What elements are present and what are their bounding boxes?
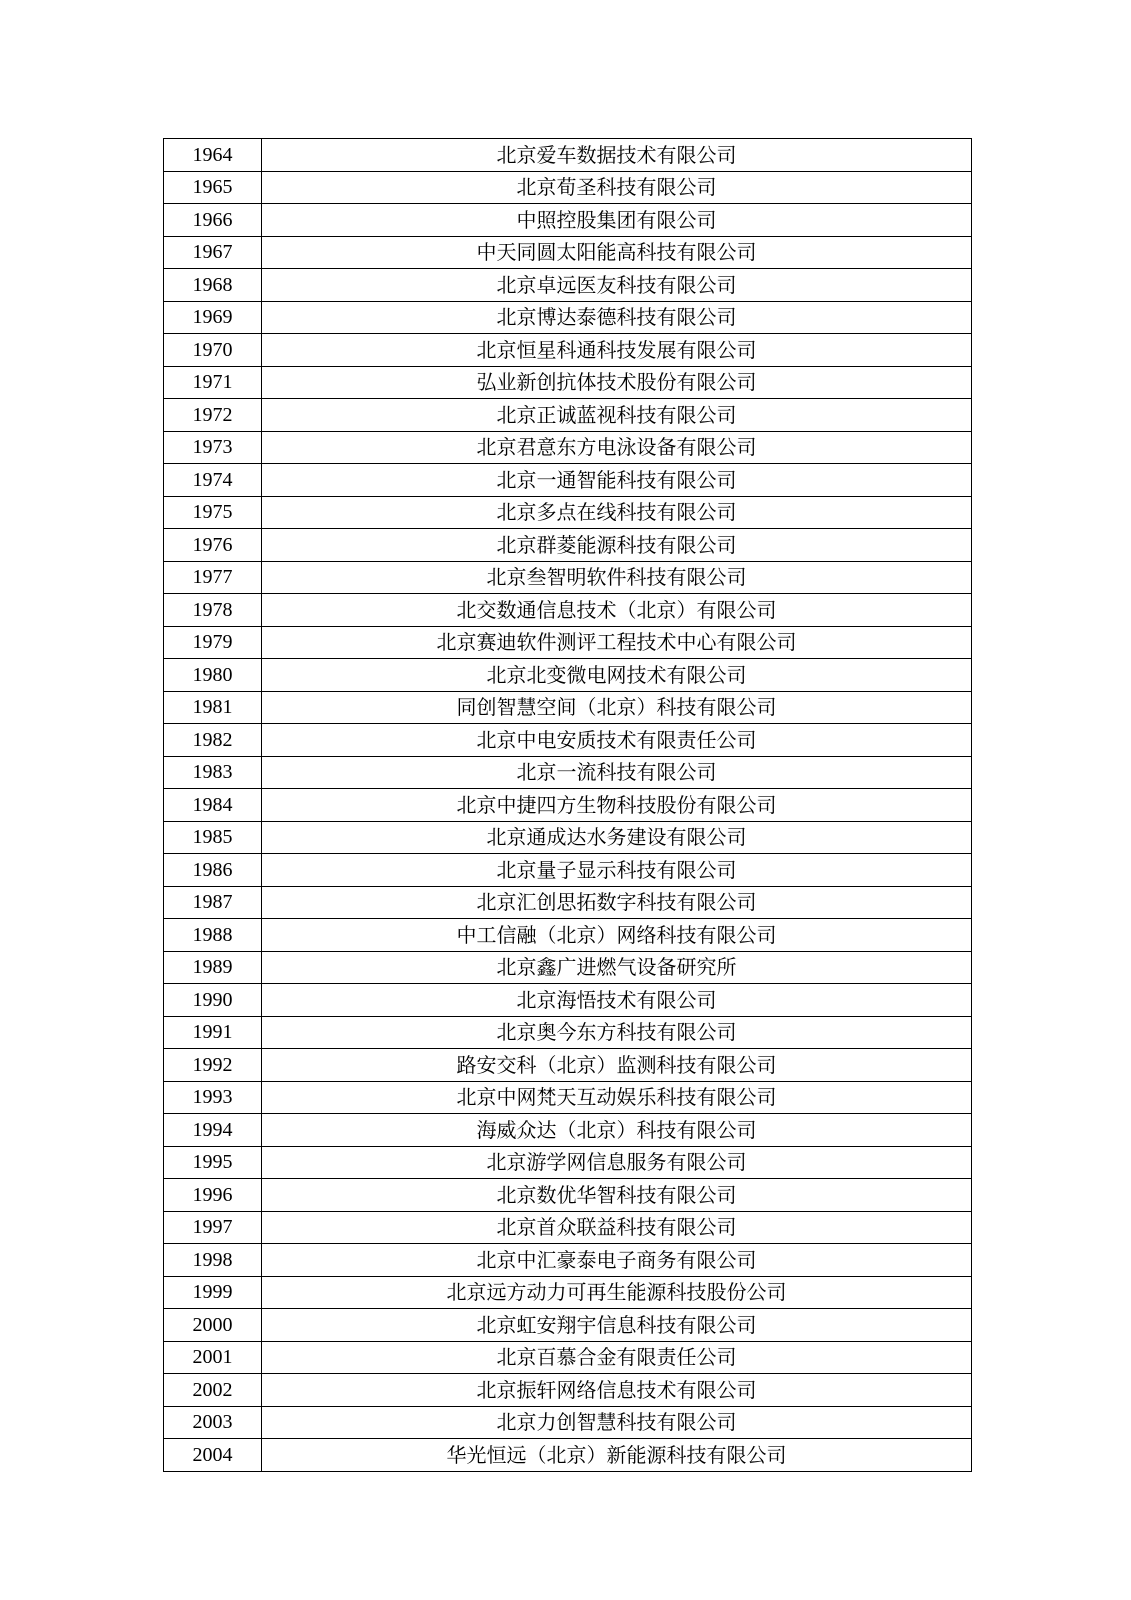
row-number-cell: 2001	[164, 1341, 262, 1374]
row-number-cell: 1990	[164, 984, 262, 1017]
table-row	[164, 854, 972, 887]
company-name-cell: 北京中电安质技术有限责任公司	[262, 724, 972, 757]
table-row	[164, 919, 972, 952]
company-name-cell: 北京北变微电网技术有限公司	[262, 659, 972, 692]
company-name-cell: 中照控股集团有限公司	[262, 204, 972, 237]
table-row	[164, 561, 972, 594]
row-number-cell: 1989	[164, 951, 262, 984]
table-row	[164, 1276, 972, 1309]
table-row	[164, 204, 972, 237]
table-row	[164, 236, 972, 269]
table-row	[164, 1049, 972, 1082]
row-number-cell: 1973	[164, 431, 262, 464]
company-name-cell: 北京一流科技有限公司	[262, 756, 972, 789]
row-number-cell: 1998	[164, 1244, 262, 1277]
company-name-cell: 北京数优华智科技有限公司	[262, 1179, 972, 1212]
row-number-cell: 1969	[164, 301, 262, 334]
table-row	[164, 529, 972, 562]
table-row	[164, 594, 972, 627]
row-number-cell: 1994	[164, 1114, 262, 1147]
row-number-cell: 1965	[164, 171, 262, 204]
table-row	[164, 984, 972, 1017]
company-name-cell: 北交数通信息技术（北京）有限公司	[262, 594, 972, 627]
company-name-cell: 中工信融（北京）网络科技有限公司	[262, 919, 972, 952]
company-name-cell: 北京荀圣科技有限公司	[262, 171, 972, 204]
table-row	[164, 464, 972, 497]
company-name-cell: 北京爱车数据技术有限公司	[262, 139, 972, 172]
row-number-cell: 1988	[164, 919, 262, 952]
company-name-cell: 北京虹安翔宇信息科技有限公司	[262, 1309, 972, 1342]
row-number-cell: 1972	[164, 399, 262, 432]
company-name-cell: 北京恒星科通科技发展有限公司	[262, 334, 972, 367]
table-row	[164, 789, 972, 822]
company-name-cell: 北京海悟技术有限公司	[262, 984, 972, 1017]
row-number-cell: 1985	[164, 821, 262, 854]
company-name-cell: 北京博达泰德科技有限公司	[262, 301, 972, 334]
table-row	[164, 756, 972, 789]
table-row	[164, 951, 972, 984]
company-name-cell: 同创智慧空间（北京）科技有限公司	[262, 691, 972, 724]
row-number-cell: 1967	[164, 236, 262, 269]
row-number-cell: 1979	[164, 626, 262, 659]
company-name-cell: 北京多点在线科技有限公司	[262, 496, 972, 529]
company-name-cell: 北京中网梵天互动娱乐科技有限公司	[262, 1081, 972, 1114]
company-name-cell: 北京通成达水务建设有限公司	[262, 821, 972, 854]
table-row	[164, 1309, 972, 1342]
company-name-cell: 北京中捷四方生物科技股份有限公司	[262, 789, 972, 822]
row-number-cell: 1996	[164, 1179, 262, 1212]
company-name-cell: 北京卓远医友科技有限公司	[262, 269, 972, 302]
row-number-cell: 1968	[164, 269, 262, 302]
company-name-cell: 路安交科（北京）监测科技有限公司	[262, 1049, 972, 1082]
row-number-cell: 1995	[164, 1146, 262, 1179]
row-number-cell: 1983	[164, 756, 262, 789]
table-row	[164, 1406, 972, 1439]
row-number-cell: 1992	[164, 1049, 262, 1082]
row-number-cell: 1993	[164, 1081, 262, 1114]
row-number-cell: 1981	[164, 691, 262, 724]
row-number-cell: 1986	[164, 854, 262, 887]
company-name-cell: 北京群菱能源科技有限公司	[262, 529, 972, 562]
company-name-cell: 北京君意东方电泳设备有限公司	[262, 431, 972, 464]
table-row	[164, 301, 972, 334]
company-name-cell: 北京奥今东方科技有限公司	[262, 1016, 972, 1049]
company-name-cell: 北京叁智明软件科技有限公司	[262, 561, 972, 594]
table-row	[164, 1081, 972, 1114]
table-row	[164, 1016, 972, 1049]
table-row	[164, 659, 972, 692]
company-name-cell: 海威众达（北京）科技有限公司	[262, 1114, 972, 1147]
table-row	[164, 724, 972, 757]
table-row	[164, 269, 972, 302]
company-name-cell: 北京中汇豪泰电子商务有限公司	[262, 1244, 972, 1277]
company-name-cell: 北京力创智慧科技有限公司	[262, 1406, 972, 1439]
row-number-cell: 1999	[164, 1276, 262, 1309]
row-number-cell: 1978	[164, 594, 262, 627]
table-row	[164, 691, 972, 724]
company-name-cell: 北京振轩网络信息技术有限公司	[262, 1374, 972, 1407]
table-row	[164, 431, 972, 464]
company-name-cell: 华光恒远（北京）新能源科技有限公司	[262, 1439, 972, 1472]
table-row	[164, 626, 972, 659]
table-row	[164, 1114, 972, 1147]
row-number-cell: 1974	[164, 464, 262, 497]
row-number-cell: 1975	[164, 496, 262, 529]
company-name-cell: 北京汇创思拓数字科技有限公司	[262, 886, 972, 919]
row-number-cell: 1984	[164, 789, 262, 822]
table-row	[164, 399, 972, 432]
row-number-cell: 2002	[164, 1374, 262, 1407]
company-name-cell: 北京正诚蓝视科技有限公司	[262, 399, 972, 432]
company-name-cell: 北京首众联益科技有限公司	[262, 1211, 972, 1244]
company-name-cell: 北京量子显示科技有限公司	[262, 854, 972, 887]
table-row	[164, 366, 972, 399]
table-row	[164, 334, 972, 367]
company-name-cell: 北京远方动力可再生能源科技股份公司	[262, 1276, 972, 1309]
row-number-cell: 1980	[164, 659, 262, 692]
row-number-cell: 2003	[164, 1406, 262, 1439]
company-list-body	[164, 139, 972, 1472]
table-row	[164, 1341, 972, 1374]
company-name-cell: 北京百慕合金有限责任公司	[262, 1341, 972, 1374]
table-row	[164, 1244, 972, 1277]
table-row	[164, 171, 972, 204]
table-row	[164, 496, 972, 529]
company-name-cell: 弘业新创抗体技术股份有限公司	[262, 366, 972, 399]
row-number-cell: 2004	[164, 1439, 262, 1472]
company-name-cell: 北京游学网信息服务有限公司	[262, 1146, 972, 1179]
company-name-cell: 北京鑫广进燃气设备研究所	[262, 951, 972, 984]
row-number-cell: 1970	[164, 334, 262, 367]
row-number-cell: 1966	[164, 204, 262, 237]
table-row	[164, 821, 972, 854]
company-name-cell: 中天同圆太阳能高科技有限公司	[262, 236, 972, 269]
row-number-cell: 1964	[164, 139, 262, 172]
row-number-cell: 1971	[164, 366, 262, 399]
table-row	[164, 1146, 972, 1179]
company-name-cell: 北京一通智能科技有限公司	[262, 464, 972, 497]
row-number-cell: 1982	[164, 724, 262, 757]
row-number-cell: 1987	[164, 886, 262, 919]
table-row	[164, 1374, 972, 1407]
company-name-cell: 北京赛迪软件测评工程技术中心有限公司	[262, 626, 972, 659]
row-number-cell: 1997	[164, 1211, 262, 1244]
table-row	[164, 1439, 972, 1472]
company-list-table	[163, 138, 972, 1472]
table-row	[164, 1211, 972, 1244]
row-number-cell: 1991	[164, 1016, 262, 1049]
row-number-cell: 2000	[164, 1309, 262, 1342]
table-row	[164, 139, 972, 172]
table-row	[164, 1179, 972, 1212]
row-number-cell: 1976	[164, 529, 262, 562]
row-number-cell: 1977	[164, 561, 262, 594]
table-row	[164, 886, 972, 919]
